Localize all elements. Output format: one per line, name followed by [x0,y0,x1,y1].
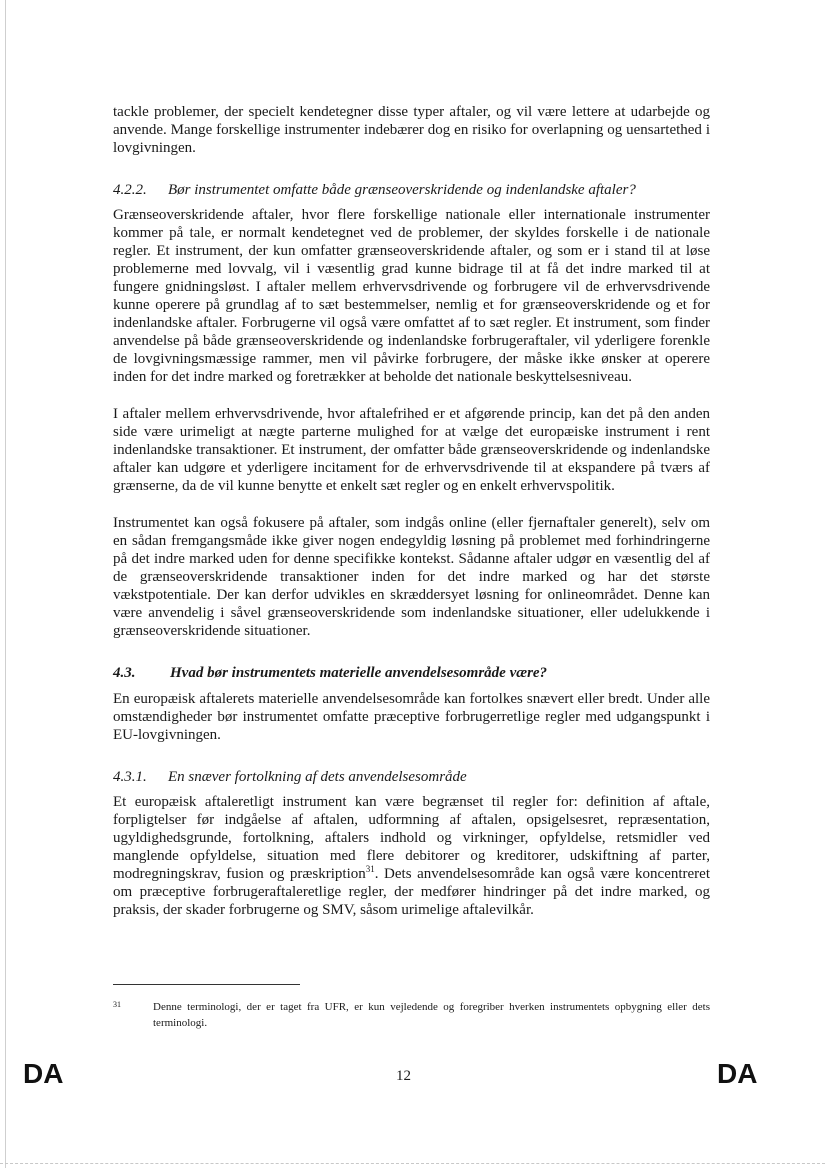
paragraph-narrow-scope [113,793,710,919]
footnote-separator [113,984,300,985]
heading-title: Bør instrumentet omfatte både grænseoverskridende og indenlandske aftaler? [168,182,636,198]
heading-number: 4.3. [113,665,136,681]
scan-margin-line [5,0,6,1168]
heading-number: 4.2.2. [113,182,147,198]
footnote-text: Denne terminologi, der er taget fra UFR, er kun vejledende og foregriber hverken instrumentets opbygning eller dets terminologi. [153,1001,710,1029]
heading-title: Hvad bør instrumentets materielle anvendelsesområde være? [170,665,548,681]
heading-4-3-1 [113,768,710,786]
scan-bottom-line [0,1163,825,1165]
paragraph-online-contracts: Instrumentet kan også fokusere på aftaler, som indgås online (eller fjernaftaler generelt), selv om en sådan fremgangsmåde ikke giver nogen endegyldig løsning på problemet med forhindringerne på det indre marked uden for denne specifikke kontekst. Sådanne aftaler udgør en væsentlig del af de grænseoverskridende transaktioner inden for det indre marked og har det største vækstpotentiale. Der kan derfor udvikles en skræddersyet løsning for onlineområdet. Denne kan være anvendelig i såvel grænseoverskridende som indenlandske situationer, eller udelukkende i grænseoverskridende situationer. [113,515,710,639]
heading-title: En snæver fortolkning af dets anvendelsesområde [168,769,467,785]
document-body [113,103,710,919]
language-code-right: DA [717,1058,758,1089]
footnote-number: 31 [113,1000,121,1009]
heading-number: 4.3.1. [113,769,147,785]
footnote-reference[interactable]: 31 [365,864,375,874]
footnote [113,999,710,1031]
paragraph-text-a: Et europæisk aftaleretligt instrument kan være begrænset til regler for: definition af aftale, forpligtelser før indgåelse af aftalen, udformning af aftalen, opsigelsesret, repræsentation, ugyldighedsgrunde, fortolkning, aftalers indhold og virkninger, opfyldelse, retsmidler ved manglende opfyldelse, situation med flere debitorer og kreditorer, udskiftning af parter, modregningskrav, fusion og præskription [113,794,710,882]
paragraph-material-scope: En europæisk aftalerets materielle anvendelsesområde kan fortolkes snævert eller bredt. Under alle omstændigheder bør instrumentet omfatte præceptive forbrugerretlige regler med udgangspunkt i EU-lovgivningen. [113,691,710,743]
heading-4-3 [113,664,710,682]
paragraph-business-contracts: I aftaler mellem erhvervsdrivende, hvor aftalefrihed er et afgørende princip, kan det på den anden side være urimeligt at nægte parterne mulighed for at vælge det europæiske instrument i rent indenlandske transaktioner. Et instrument, der omfatter både grænseoverskridende og indenlandske aftaler kan udgøre et yderligere incitament for de erhvervsdrivende til at ekspandere på tværs af grænserne, da de vil kunne benytte et enkelt sæt regler og en enkelt erhvervspolitik. [113,406,710,494]
paragraph-cross-border: Grænseoverskridende aftaler, hvor flere forskellige nationale eller internationale instrumenter kommer på tale, er normalt kendetegnet ved de problemer, der skyldes forskelle i de nationale regler. Et instrument, der kun omfatter grænseoverskridende aftaler, og som er i stand til at løse problemerne med lovvalg, vil i væsentlig grad kunne bidrage til at få det indre marked til at fungere gnidningsløst. I aftaler mellem erhvervsdrivende og forbrugere vil de erhvervsdrivende kunne operere på grundlag af to sæt bestemmelser, nemlig et for grænseoverskridende og et for indenlandske aftaler. Forbrugerne vil også være omfattet af to sæt regler. Et instrument, som finder anvendelse på både grænseoverskridende og indenlandske forbrugeraftaler, vil yderligere forenkle de lovgivningsmæssige rammer, men vil påvirke forbrugere, der måske ikke ønsker at operere inden for det indre marked og foretrækker at beholde det nationale beskyttelsesniveau. [113,207,710,385]
paragraph-intro: tackle problemer, der specielt kendetegner disse typer aftaler, og vil være lettere at udarbejde og anvende. Mange forskellige instrumenter indebærer dog en risiko for overlapning og uensartethed i lovgivningen. [113,104,710,156]
page-number: 12 [396,1068,411,1084]
paragraph-text-b: . Dets anvendelsesområde kan også være koncentreret om præceptive forbrugeraftaleretlige regler, der medfører hindringer på det indre marked, og praksis, der skader forbrugerne og SMV, såsom urimelige aftalevilkår. [113,866,711,918]
heading-4-2-2 [113,181,710,199]
language-code-left: DA [23,1058,64,1089]
